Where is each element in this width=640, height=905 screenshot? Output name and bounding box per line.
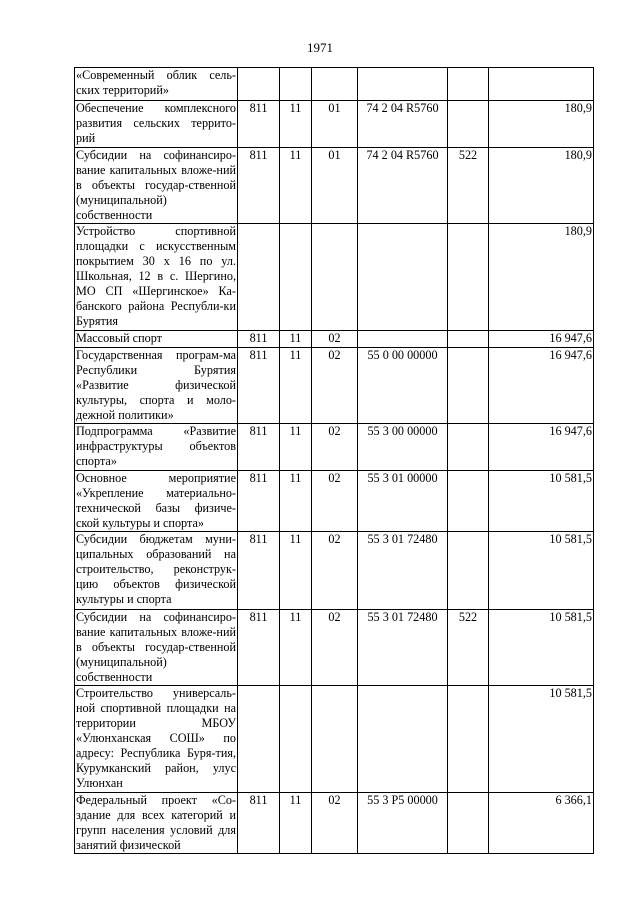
row-csr: 55 3 P5 00000	[358, 793, 448, 854]
row-csr: 55 3 01 72480	[358, 532, 448, 610]
row-ved: 811	[238, 793, 280, 854]
row-vr	[448, 532, 489, 610]
row-name: Подпрограмма «Развитие инфраструктуры объектов спорта»	[75, 424, 238, 471]
row-sum: 180,9	[489, 148, 594, 224]
budget-table-body	[75, 68, 594, 854]
row-name: Субсидии бюджетам муни-ципальных образований на строительство, реконструк-цию объектов физической культуры и спорта	[75, 532, 238, 610]
row-rz: 11	[280, 101, 312, 148]
row-rz: 11	[280, 331, 312, 348]
row-csr: 55 0 00 00000	[358, 348, 448, 424]
row-ved: 811	[238, 532, 280, 610]
row-vr	[448, 224, 489, 331]
row-vr: 522	[448, 610, 489, 686]
table-row	[75, 532, 594, 610]
row-pr: 02	[312, 532, 358, 610]
row-rz: 11	[280, 532, 312, 610]
row-rz: 11	[280, 424, 312, 471]
row-csr	[358, 331, 448, 348]
row-rz	[280, 224, 312, 331]
row-ved: 811	[238, 424, 280, 471]
table-row	[75, 610, 594, 686]
row-pr: 01	[312, 148, 358, 224]
row-sum: 16 947,6	[489, 348, 594, 424]
row-sum: 16 947,6	[489, 331, 594, 348]
table-row	[75, 471, 594, 532]
row-rz	[280, 686, 312, 793]
row-name: Субсидии на софинансиро-вание капитальных вложе-ний в объекты государ-ственной (муниципальной) собственности	[76, 610, 236, 684]
row-name: Государственная програм-ма Республики Бурятия «Развитие физической культуры, спорта и моло-дежной политики»	[76, 348, 236, 422]
row-rz: 11	[280, 793, 312, 854]
row-ved: 811	[238, 348, 280, 424]
row-vr: 522	[448, 148, 489, 224]
row-name: Субсидии на софинансиро-вание капитальных вложе-ний в объекты государ-ственной (муниципальной) собственности	[76, 148, 236, 222]
row-vr	[448, 793, 489, 854]
row-vr	[448, 424, 489, 471]
row-ved	[238, 224, 280, 331]
row-sum	[489, 68, 594, 101]
row-sum: 10 581,5	[489, 686, 594, 793]
row-ved: 811	[238, 101, 280, 148]
row-ved	[238, 686, 280, 793]
row-pr	[312, 686, 358, 793]
table-row	[75, 686, 594, 793]
row-rz: 11	[280, 348, 312, 424]
table-row	[75, 348, 594, 424]
row-pr: 02	[312, 793, 358, 854]
row-pr: 02	[312, 348, 358, 424]
row-ved	[238, 68, 280, 101]
row-csr: 74 2 04 R5760	[358, 101, 448, 148]
table-row	[75, 424, 594, 471]
row-vr	[448, 101, 489, 148]
budget-table	[74, 67, 594, 854]
row-pr: 02	[312, 471, 358, 532]
row-pr: 02	[312, 610, 358, 686]
row-sum: 10 581,5	[489, 610, 594, 686]
row-name: Строительство универсаль-ной спортивной площадки на территории МБОУ «Улюнханская СОШ» по адресу: Республика Буря-тия, Курумканский район, улус Улюнхан	[75, 686, 238, 793]
row-csr	[358, 686, 448, 793]
row-pr: 02	[312, 424, 358, 471]
row-sum: 10 581,5	[489, 471, 594, 532]
row-ved: 811	[238, 148, 280, 224]
row-name: Основное мероприятие «Укрепление материально-технической базы физиче-ской культуры и спорта»	[76, 471, 236, 530]
table-row	[75, 68, 594, 101]
row-sum: 10 581,5	[489, 532, 594, 610]
row-ved: 811	[238, 610, 280, 686]
table-row	[75, 101, 594, 148]
row-pr: 02	[312, 331, 358, 348]
row-sum: 180,9	[489, 224, 594, 331]
row-sum: 16 947,6	[489, 424, 594, 471]
row-csr: 74 2 04 R5760	[358, 148, 448, 224]
page-number: 1971	[307, 40, 333, 55]
row-vr	[448, 68, 489, 101]
row-ved: 811	[238, 331, 280, 348]
row-sum: 6 366,1	[489, 793, 594, 854]
row-ved: 811	[238, 471, 280, 532]
row-csr: 55 3 01 72480	[358, 610, 448, 686]
table-row	[75, 331, 594, 348]
row-name: Устройство спортивной площадки с искусственным покрытием 30 х 16 по ул. Школьная, 12 в с. Шергино, МО СП «Шергинское» Ка-банского района Республи-ки Бурятия	[75, 224, 238, 331]
row-rz	[280, 68, 312, 101]
row-name: «Современный облик сель-ских территорий»	[75, 68, 238, 101]
row-csr	[358, 224, 448, 331]
row-rz: 11	[280, 471, 312, 532]
row-pr: 01	[312, 101, 358, 148]
row-vr	[448, 331, 489, 348]
row-sum: 180,9	[489, 101, 594, 148]
table-row	[75, 224, 594, 331]
row-csr	[358, 68, 448, 101]
row-rz: 11	[280, 610, 312, 686]
table-row	[75, 148, 594, 224]
row-vr	[448, 471, 489, 532]
row-name: Обеспечение комплексного развития сельских террито-рий	[75, 101, 238, 148]
row-csr: 55 3 01 00000	[358, 471, 448, 532]
row-name: Федеральный проект «Со-здание для всех категорий и групп населения условий для занятий физической	[76, 793, 236, 852]
table-row	[75, 793, 594, 854]
row-pr	[312, 68, 358, 101]
row-csr: 55 3 00 00000	[358, 424, 448, 471]
row-name: Массовый спорт	[75, 331, 238, 348]
row-pr	[312, 224, 358, 331]
row-rz: 11	[280, 148, 312, 224]
row-vr	[448, 348, 489, 424]
row-vr	[448, 686, 489, 793]
